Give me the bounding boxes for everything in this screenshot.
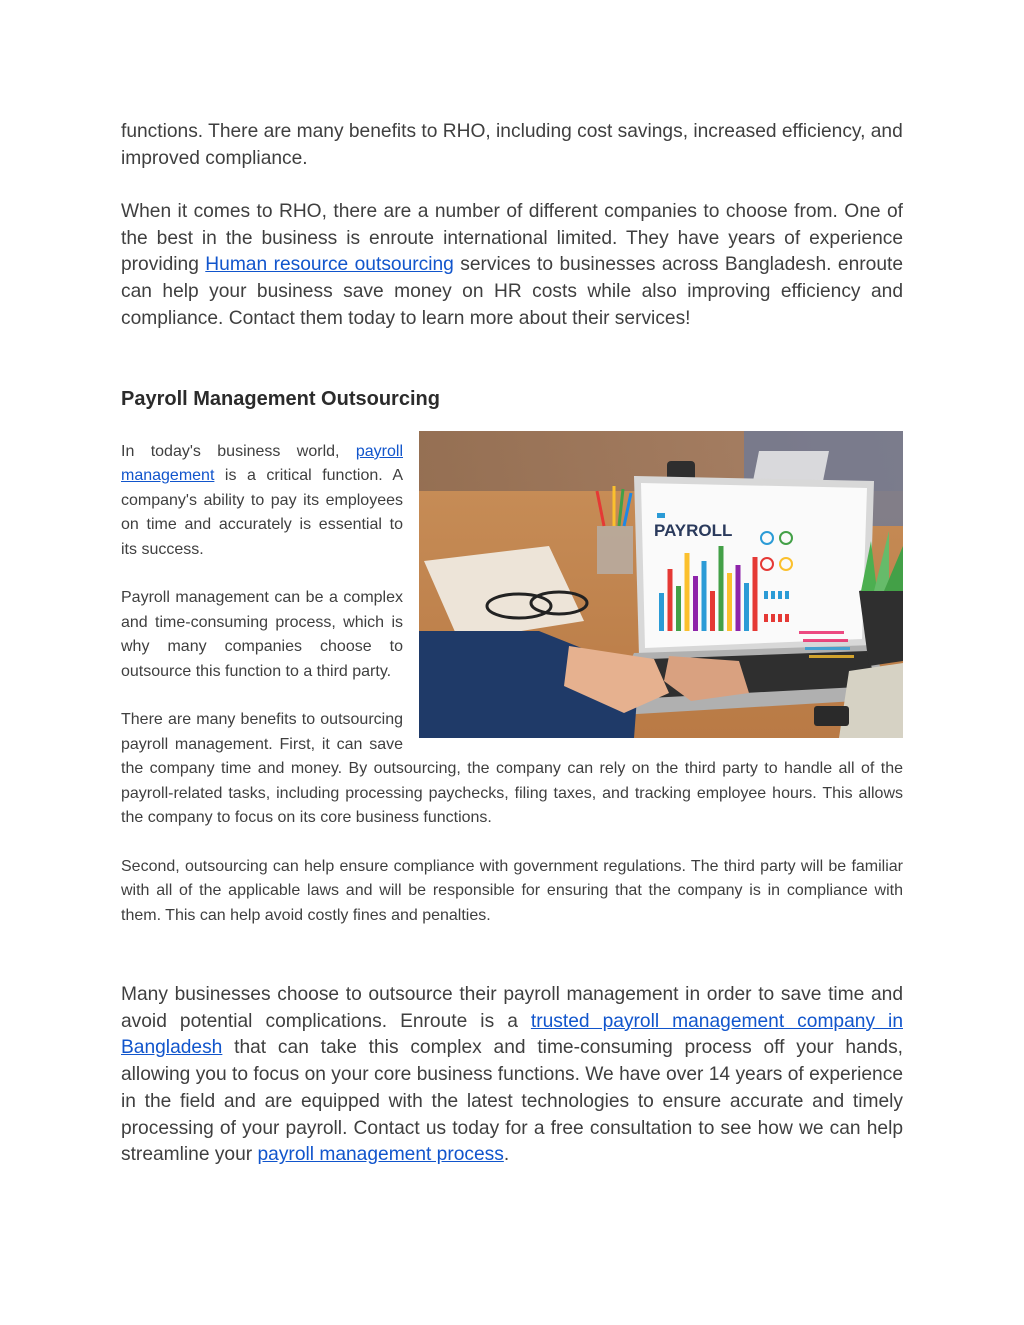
trusted-payroll-company-link[interactable]: trusted payroll management company in Bangladesh <box>121 1010 903 1059</box>
screen-bar <box>744 583 749 631</box>
intro-paragraph: functions. There are many benefits to RHO, including cost savings, increased efficiency, and improved compliance. <box>121 121 903 169</box>
payroll-laptop-photo <box>419 431 903 738</box>
screen-bar <box>710 591 715 631</box>
payroll-management-link[interactable]: payroll management <box>121 443 403 485</box>
rho-text-end: services to businesses across Bangladesh. enroute can help your business save money on HR costs while also improving efficiency and compliance. Contact them today to learn more about their services! <box>121 254 903 329</box>
rho-text-start: When it comes to RHO, there are a number of different companies to choose from. One of the best in the business is enroute international limited. They have years of experience providing <box>121 201 903 276</box>
closing-text-end: . <box>503 1144 510 1166</box>
screen-bar <box>659 593 664 631</box>
screen-bar <box>676 586 681 631</box>
screen-bar <box>719 546 724 631</box>
payroll-complexity-paragraph: Payroll management can be a complex and time-consuming process, which is why many companies choose to outsource this function to a third party. <box>121 589 403 680</box>
screen-bar <box>753 557 758 631</box>
closing-text-middle: that can take this complex and time-consuming process off your hands, allowing you to focus on your core business functions. We have over 14 years of experience in the field and are equipped with the latest technologies to ensure accurate and timely processing of your payroll. Contact us today for a free consultation to see how we can help streamline your <box>121 1037 903 1166</box>
closing-paragraph <box>121 982 903 1169</box>
payroll-section <box>121 440 903 928</box>
hr-outsourcing-link[interactable]: Human resource outsourcing <box>205 254 454 276</box>
screen-bar <box>727 573 732 631</box>
payroll-intro-start: In today's business world, <box>121 443 356 460</box>
payroll-compliance-paragraph: Second, outsourcing can help ensure compliance with government regulations. The third party will be familiar with all of the applicable laws and will be responsible for ensuring that the company is in compliance with them. This can help avoid costly fines and penalties. <box>121 857 903 924</box>
screen-title-text: PAYROLL <box>654 521 733 540</box>
screen-bar <box>685 553 690 631</box>
closing-text-start: Many businesses choose to outsource their payroll management in order to save time and avoid potential complications. Enroute is a <box>121 984 903 1032</box>
screen-bar <box>668 569 673 631</box>
screen-bar <box>736 565 741 631</box>
screen-bar <box>702 561 707 631</box>
screen-bar <box>693 576 698 631</box>
payroll-intro-end: is a critical function. A company's ability to pay its employees on time and accurately is essential to its success. <box>121 467 403 558</box>
section-heading: Payroll Management Outsourcing <box>121 388 440 410</box>
payroll-benefits-paragraph: There are many benefits to outsourcing payroll management. First, it can save the company time and money. By outsourcing, the company can rely on the third party to handle all of the payroll-related tasks, including processing paychecks, filing taxes, and tracking employee hours. This allows the company to focus on its core business functions. <box>121 711 903 827</box>
rho-paragraph <box>121 199 903 333</box>
payroll-management-process-link[interactable]: payroll management process <box>257 1144 504 1166</box>
